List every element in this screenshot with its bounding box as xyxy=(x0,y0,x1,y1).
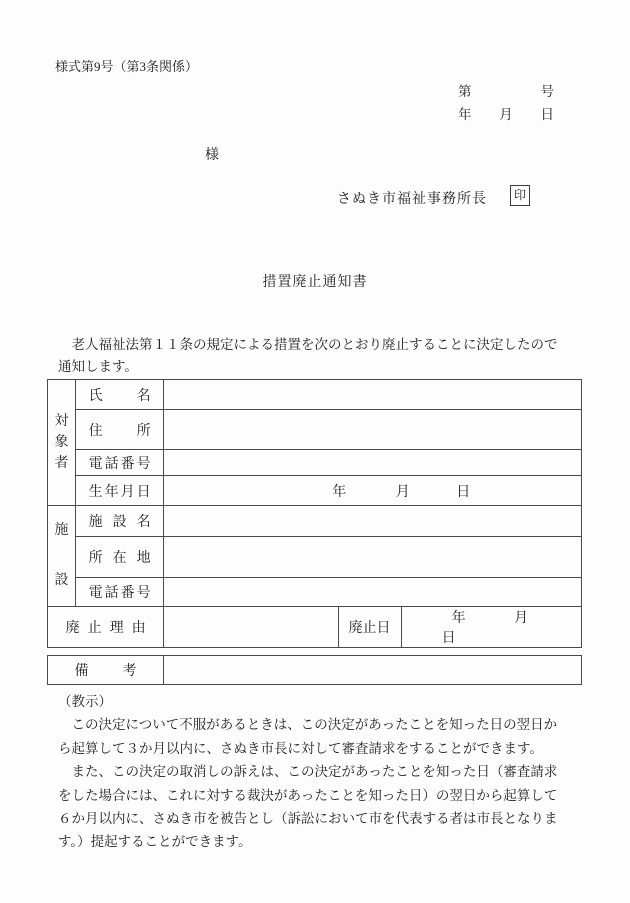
notice-text xyxy=(58,713,558,853)
intro-line: 老人福祉法第１１条の規定による措置を次のとおり廃止することに決定したので xyxy=(58,337,558,352)
birth-date-field-cell[interactable] xyxy=(164,476,582,506)
remarks-field-cell[interactable] xyxy=(164,656,582,685)
page-title: 措置廃止通知書 xyxy=(262,275,368,290)
abolition-day-label: 日 xyxy=(441,631,456,646)
facility-address-field-cell[interactable] xyxy=(164,536,582,577)
facility-phone-field-cell[interactable] xyxy=(164,578,582,607)
group-label-subject: 対象者 xyxy=(48,380,76,506)
label-abolition-date: 廃止日 xyxy=(338,607,401,648)
label-facility-name: 施設名 xyxy=(76,506,164,537)
date-year-label: 年 xyxy=(458,107,472,122)
notice-line: この決定について不服があるときは、この決定があったことを知った日の翌日か xyxy=(58,717,558,733)
label-remarks: 備考 xyxy=(48,656,164,685)
seal-placeholder: 印 xyxy=(510,185,530,206)
subject-facility-table xyxy=(47,379,582,648)
group-label-facility: 施設 xyxy=(48,506,76,607)
facility-name-field-cell[interactable] xyxy=(164,506,582,537)
notice-line: ６か月以内に、さぬき市を被告とし（訴訟において市を代表する者は市長となりま xyxy=(58,810,558,826)
birth-year-label: 年 xyxy=(332,484,347,500)
date-day-label: 日 xyxy=(540,107,554,122)
birth-month-label: 月 xyxy=(395,484,410,500)
date-month-label: 月 xyxy=(499,107,513,122)
abolition-date-field-cell[interactable] xyxy=(401,607,581,648)
notice-line: す。）提起することができます。 xyxy=(58,834,252,850)
birth-day-label: 日 xyxy=(456,484,471,500)
form-number: 様式第9号（第3条関係） xyxy=(55,59,199,74)
legal-notice xyxy=(58,690,558,854)
label-facility-address: 所在地 xyxy=(76,536,164,577)
document-number-line xyxy=(458,80,554,100)
remarks-table xyxy=(47,655,582,685)
notice-heading: （教示） xyxy=(58,694,112,709)
name-field-cell[interactable] xyxy=(164,380,582,410)
label-birth-date: 生年月日 xyxy=(76,476,164,506)
label-address: 住所 xyxy=(76,410,164,450)
abolition-reason-field-cell[interactable] xyxy=(164,607,338,648)
label-facility-phone: 電話番号 xyxy=(76,578,164,607)
label-phone: 電話番号 xyxy=(76,450,164,476)
label-name: 氏名 xyxy=(76,380,164,410)
addressee-honorific: 様 xyxy=(205,148,219,163)
abolition-year-label: 年 xyxy=(451,611,466,626)
notice-line: をした場合には、これに対する裁決があったことを知った日）の翌日から起算して xyxy=(58,787,558,803)
label-abolition-reason: 廃止理由 xyxy=(48,607,164,648)
address-field-cell[interactable] xyxy=(164,410,582,450)
doc-no-prefix: 第 xyxy=(458,84,472,99)
phone-field-cell[interactable] xyxy=(164,450,582,476)
document-date-line xyxy=(458,103,554,123)
notice-line: ら起算して３か月以内に、さぬき市長に対して審査請求をすることができます。 xyxy=(58,740,543,756)
abolition-month-label: 月 xyxy=(514,611,529,626)
notice-line: また、この決定の取消しの訴えは、この決定があったことを知った日（審査請求 xyxy=(58,764,558,780)
sender-title: さぬき市福祉事務所長 xyxy=(337,192,487,207)
intro-paragraph xyxy=(58,334,558,378)
doc-no-suffix: 号 xyxy=(540,84,554,99)
intro-line: 通知します。 xyxy=(58,359,138,374)
